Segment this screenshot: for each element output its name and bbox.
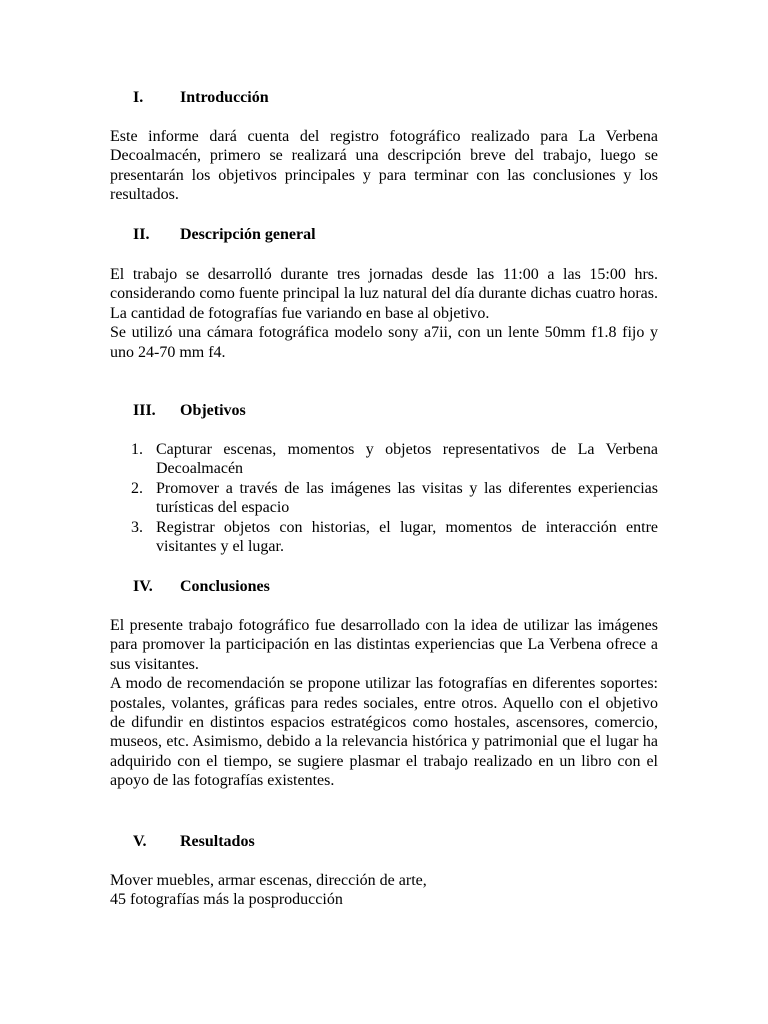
list-item: [131, 440, 658, 479]
section-body-conclusiones: [110, 616, 658, 791]
section-body-resultados: [110, 871, 658, 910]
text-line: 45 fotografías más la posproducción: [110, 891, 343, 909]
list-item-text: Promover a través de las imágenes las visitas y las diferentes experiencias turísticas del espacio: [156, 479, 658, 517]
paragraph: Este informe dará cuenta del registro fotográfico realizado para La Verbena Decoalmacén, primero se realizará una descripción breve del trabajo, luego se presentarán los objetivos principales y para terminar con las conclusiones y los resultados.: [110, 128, 658, 204]
section-number: I.: [133, 89, 144, 106]
section-number: V.: [133, 833, 147, 850]
list-item-text: Registrar objetos con historias, el lugar, momentos de interacción entre visitantes y el lugar.: [156, 518, 658, 556]
section-heading-resultados: [133, 832, 255, 851]
list-item-text: Capturar escenas, momentos y objetos representativos de La Verbena Decoalmacén: [156, 441, 658, 478]
list-item-number: 3.: [131, 518, 143, 536]
section-title: Conclusiones: [180, 578, 270, 595]
section-heading-introduccion: [133, 88, 269, 107]
section-title: Introducción: [180, 89, 269, 106]
section-heading-objetivos: [133, 401, 246, 420]
paragraph: El presente trabajo fotográfico fue desarrollado con la idea de utilizar las imágenes para promover la participación en las distintas experiencias que La Verbena ofrece a sus visitantes.: [110, 617, 658, 673]
text-line: Mover muebles, armar escenas, dirección de arte,: [110, 872, 427, 889]
section-number: II.: [133, 226, 150, 243]
paragraph: A modo de recomendación se propone utilizar las fotografías en diferentes soportes: postales, volantes, gráficas para redes sociales, entre otros. Aquello con el objetivo de difundir en distintos espacios estratégicos como hostales, ascensores, comercio, museos, etc. Asimismo, debido a la relevancia histórica y patrimonial que el lugar ha adquirido con el tiempo, se sugiere plasmar el trabajo realizado en un libro con el apoyo de las fotografías existentes.: [110, 675, 658, 790]
section-number: IV.: [133, 578, 153, 595]
section-number: III.: [133, 402, 156, 419]
list-item: [131, 518, 658, 557]
section-title: Descripción general: [180, 226, 316, 243]
section-body-introduccion: [110, 127, 658, 205]
section-heading-descripcion-general: [133, 225, 316, 244]
list-item-number: 1.: [131, 441, 143, 458]
section-title: Resultados: [180, 833, 255, 850]
section-body-descripcion-general: [110, 265, 658, 362]
objectives-list: [131, 440, 658, 556]
list-item-number: 2.: [131, 479, 143, 497]
paragraph: El trabajo se desarrolló durante tres jornadas desde las 11:00 a las 15:00 hrs. considerando como fuente principal la luz natural del día durante dichas cuatro horas. La cantidad de fotografías fue variando en base al objetivo.: [110, 266, 658, 322]
section-heading-conclusiones: [133, 577, 270, 596]
list-item: [131, 479, 658, 518]
paragraph: Se utilizó una cámara fotográfica modelo sony a7ii, con un lente 50mm f1.8 fijo y uno 24-70 mm f4.: [110, 324, 658, 361]
section-title: Objetivos: [180, 402, 246, 419]
